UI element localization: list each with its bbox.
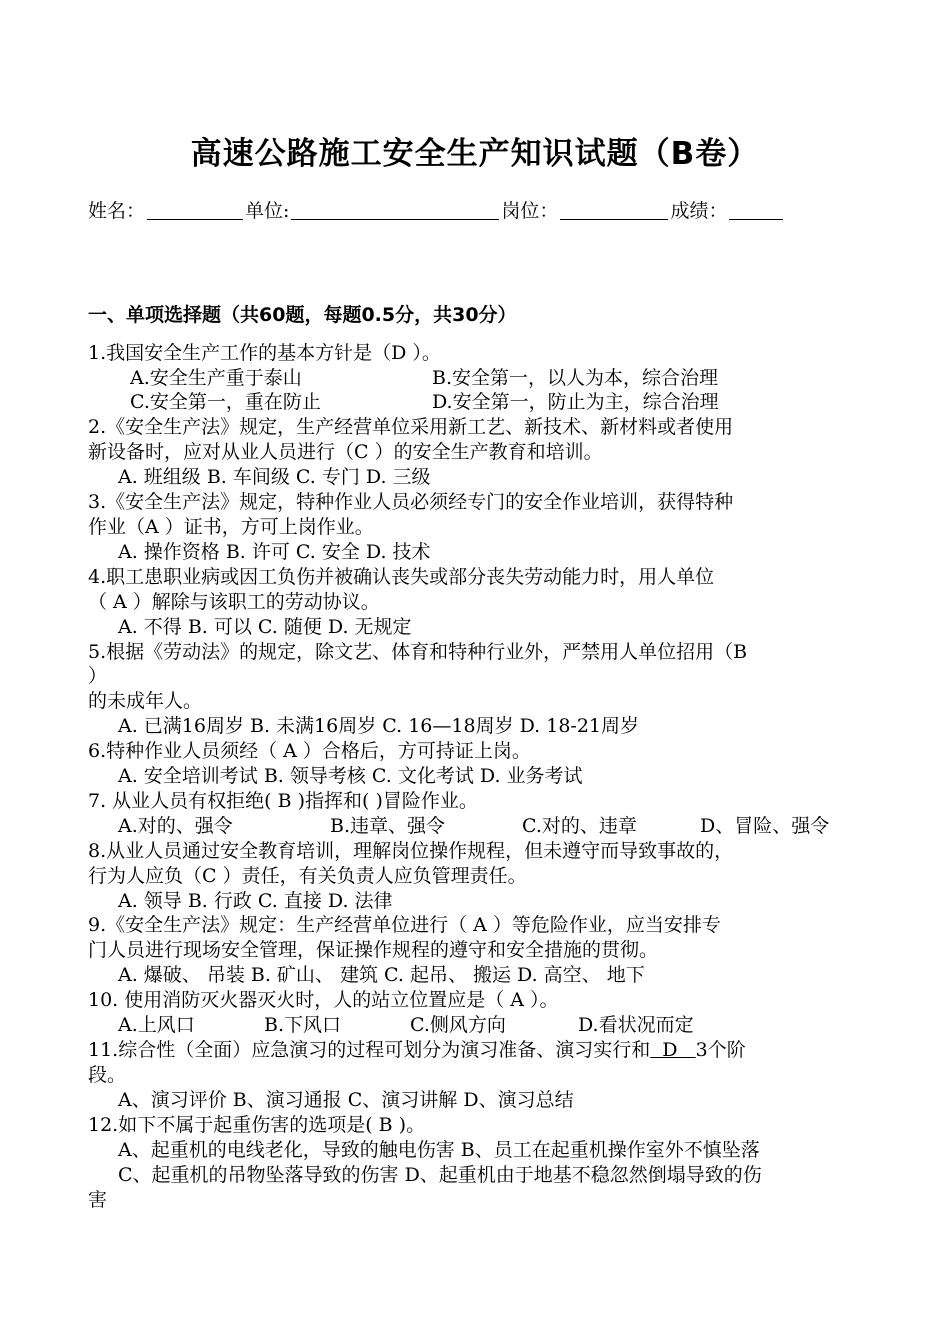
post-label: 岗位： — [501, 200, 559, 222]
score-blank — [729, 199, 783, 220]
question-4-stem-line-2: （ A ）解除与该职工的劳动协议。 — [88, 591, 380, 613]
question-6-stem: 6.特种作业人员须经（ A ）合格后，方可持证上岗。 — [88, 740, 531, 762]
question-9-stem-line-2: 门人员进行现场安全管理，保证操作规程的遵守和安全措施的贯彻。 — [88, 939, 659, 961]
question-4-options: A. 不得 B. 可以 C. 随便 D. 无规定 — [118, 616, 412, 638]
question-2-stem-line-2: 新设备时，应对从业人员进行（C ）的安全生产教育和培训。 — [88, 441, 603, 463]
question-1-option-b: B.安全第一，以人为本，综合治理 — [432, 367, 719, 389]
question-8-options: A. 领导 B. 行政 C. 直接 D. 法律 — [118, 890, 393, 912]
question-5-stem-line-1: 5.根据《劳动法》的规定，除文艺、体育和特种行业外，严禁用人单位招用（B — [88, 641, 748, 663]
question-11-stem-tail: 3个阶 — [695, 1039, 746, 1061]
question-10-stem: 10. 使用消防灭火器灭火时，人的站立位置应是（ A ）。 — [88, 989, 559, 1011]
question-7-option-b: B.违章、强令 — [330, 815, 446, 837]
question-5-stem-line-2: ） — [88, 665, 108, 687]
question-7-option-c: C.对的、违章 — [522, 815, 637, 837]
page-title: 高速公路施工安全生产知识试题（B卷） — [190, 136, 760, 172]
question-5-options: A. 已满16周岁 B. 未满16周岁 C. 16—18周岁 D. 18-21周岁 — [118, 715, 640, 737]
question-12-options-line-3: 害 — [88, 1189, 108, 1211]
question-12-options-line-1: A、起重机的电线老化，导致的触电伤害 B、员工在起重机操作室外不慎坠落 — [118, 1139, 760, 1161]
question-11-answer-blank: D — [650, 1039, 696, 1061]
question-2-options: A. 班组级 B. 车间级 C. 专门 D. 三级 — [118, 466, 431, 488]
question-2-stem-line-1: 2.《安全生产法》规定，生产经营单位采用新工艺、新技术、新材料或者使用 — [88, 416, 734, 438]
question-12-options-line-2: C、起重机的吊物坠落导致的伤害 D、起重机由于地基不稳忽然倒塌导致的伤 — [118, 1164, 762, 1186]
name-blank — [147, 199, 243, 220]
question-7-stem: 7. 从业人员有权拒绝( B )指挥和( )冒险作业。 — [88, 790, 478, 812]
question-10-option-d: D.看状况而定 — [578, 1014, 694, 1036]
question-11-stem-line-1 — [88, 1038, 746, 1062]
question-8-stem-line-2: 行为人应负（C ）责任，有关负责人应负管理责任。 — [88, 865, 527, 887]
question-9-options: A. 爆破、 吊装 B. 矿山、 建筑 C. 起吊、 搬运 D. 高空、 地下 — [118, 964, 645, 986]
question-12-stem: 12.如下不属于起重伤害的选项是( B )。 — [88, 1114, 426, 1136]
question-11-stem-line-2: 段。 — [88, 1064, 127, 1086]
post-blank — [560, 199, 668, 220]
question-3-stem-line-2: 作业（A ）证书，方可上岗作业。 — [88, 516, 374, 538]
question-4-stem-line-1: 4.职工患职业病或因工负伤并被确认丧失或部分丧失劳动能力时，用人单位 — [88, 566, 715, 588]
question-1-option-d: D.安全第一，防止为主，综合治理 — [432, 391, 719, 413]
question-5-stem-line-3: 的未成年人。 — [88, 690, 203, 712]
question-1-option-a: A.安全生产重于泰山 — [130, 367, 302, 389]
question-10-option-b: B.下风口 — [264, 1014, 342, 1036]
question-9-stem-line-1: 9.《安全生产法》规定：生产经营单位进行（ A ）等危险作业，应当安排专 — [88, 914, 721, 936]
question-1-option-c: C.安全第一，重在防止 — [130, 391, 321, 413]
question-11-stem-text: 11.综合性（全面）应急演习的过程可划分为演习准备、演习实行和 — [88, 1039, 651, 1061]
name-label: 姓名： — [88, 200, 146, 222]
score-label: 成绩： — [670, 200, 728, 222]
question-11-options: A、演习评价 B、演习通报 C、演习讲解 D、演习总结 — [118, 1089, 574, 1111]
info-line — [88, 196, 785, 223]
question-10-option-c: C.侧风方向 — [410, 1014, 506, 1036]
question-3-options: A. 操作资格 B. 许可 C. 安全 D. 技术 — [118, 541, 431, 563]
question-7-option-d: D、冒险、强令 — [700, 815, 830, 837]
question-7-option-a: A.对的、强令 — [118, 815, 233, 837]
unit-label: 单位: — [245, 200, 290, 222]
question-8-stem-line-1: 8.从业人员通过安全教育培训，理解岗位操作规程，但未遵守而导致事故的， — [88, 840, 734, 862]
question-6-options: A. 安全培训考试 B. 领导考核 C. 文化考试 D. 业务考试 — [118, 765, 583, 787]
unit-blank — [291, 199, 499, 220]
question-10-option-a: A.上风口 — [118, 1014, 195, 1036]
section-heading: 一、单项选择题（共60题，每题0.5分，共30分） — [88, 304, 517, 326]
question-3-stem-line-1: 3.《安全生产法》规定，特种作业人员必须经专门的安全作业培训，获得特种 — [88, 491, 734, 513]
question-1-stem: 1.我国安全生产工作的基本方针是（D ）。 — [88, 342, 441, 364]
